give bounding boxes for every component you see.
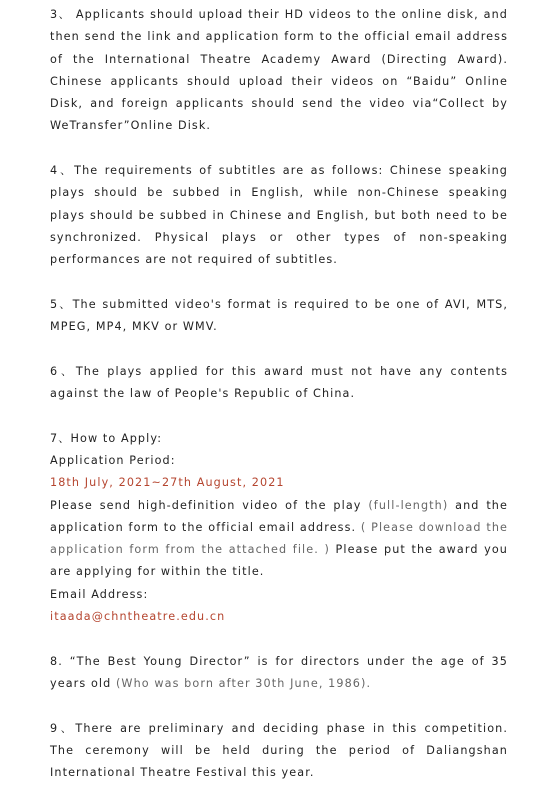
email-address-label: Email Address:	[50, 587, 149, 601]
item-4-text: 4、The requirements of subtitles are as follows: Chinese speaking plays should be subbed in English, while non-Chinese speaking plays should be subbed in Chinese and English, but both need to be synchronized. Physical plays or other types of non-speaking performances are not required of subtitles.	[50, 164, 508, 267]
item-8-text	[50, 651, 508, 696]
paragraph-gap	[50, 338, 508, 360]
item-8-birth-note: (Who was born after 30th June, 1986).	[115, 676, 372, 690]
item-7-how-to-apply	[50, 428, 508, 629]
item-9-text: 9、There are preliminary and deciding phase in this competition. The ceremony will be held during the period of Daliangshan International Theatre Festival this year.	[50, 721, 508, 780]
instructions-part-c: and the application form to the official email address.	[50, 498, 508, 534]
email-address-link[interactable]: itaada@chntheatre.edu.cn	[50, 610, 226, 624]
paragraph-gap	[50, 272, 508, 294]
item-7-heading: 7、How to Apply:	[50, 431, 163, 445]
item-3-text: 3、 Applicants should upload their HD videos to the online disk, and then send the link and application form to the official email address of the International Theatre Academy Award (Directing Award). Chinese applicants should upload their videos on “Baidu” Online Disk, and foreign applicants should send the video via“Collect by WeTransfer”Online Disk.	[50, 8, 508, 133]
item-5-text: 5、The submitted video's format is required to be one of AVI, MTS, MPEG, MP4, MKV or WMV.	[50, 297, 508, 334]
paragraph-gap	[50, 628, 508, 650]
instructions-part-a: Please send high-definition video of the play	[50, 498, 369, 512]
full-length-note: (full-length)	[368, 498, 449, 512]
item-8-main: 8. “The Best Young Director” is for directors under the age of 35 years old	[50, 654, 508, 690]
application-period-value: 18th July, 2021~27th August, 2021	[50, 476, 285, 490]
download-form-note: ( Please download the application form from the attached file. )	[50, 520, 508, 557]
paragraph-gap	[50, 138, 508, 160]
paragraph-gap	[50, 405, 508, 427]
application-instructions	[50, 495, 508, 584]
article-body	[50, 4, 508, 784]
paragraph-gap	[50, 695, 508, 717]
application-period-label: Application Period:	[50, 453, 176, 467]
item-6-text: 6、The plays applied for this award must not have any contents against the law of People's Republic of China.	[50, 364, 508, 401]
instructions-part-e: Please put the award you are applying for within the title.	[50, 543, 508, 579]
